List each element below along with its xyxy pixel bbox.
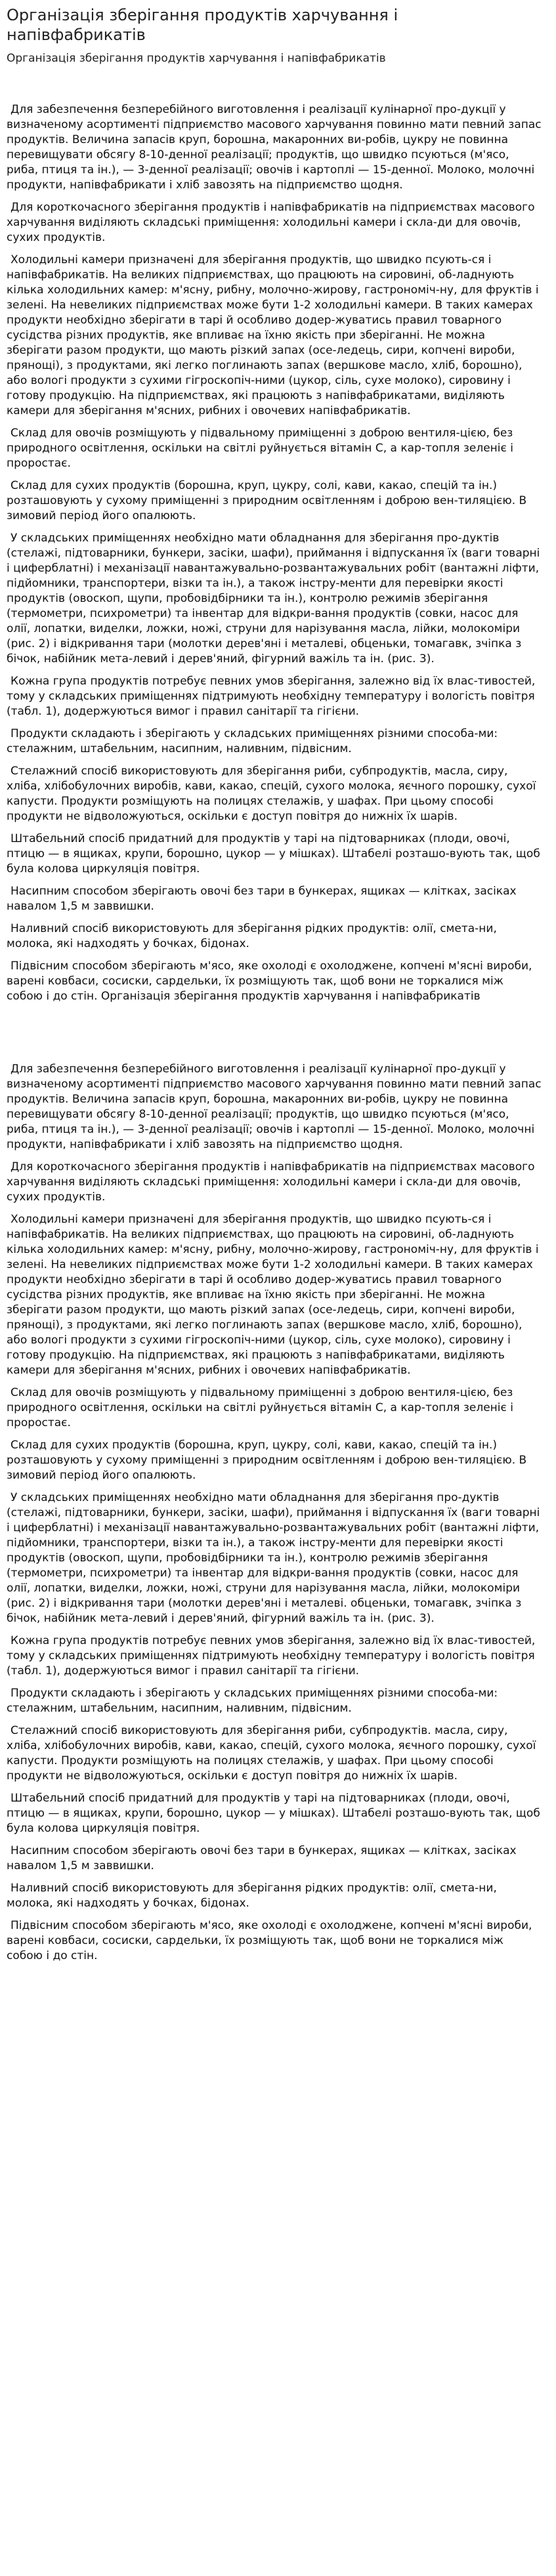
- paragraph: Для забезпечення безперебійного виготовлення і реалізації кулінарної про-дукції у визначеному асортименті підприємство масового харчування повинно мати певний запас продуктів. Величина запасів круп, борошна, макаронних ви-робів, цукру не повинна перевищувати обсягу 8-10-денної реалізації; продуктів, що швидко псуються (м'ясо, риба, птиця та ін.), — 3-денної реалізації; овочів і картоплі — 15-денної. Молоко, молочні продукти, напівфабрикати і хліб завозять на підприємство щодня.: [7, 103, 542, 192]
- paragraph: Холодильні камери призначені для зберігання продуктів, що швидко псують-ся і напівфабрикатів. На великих підприємствах, що працюють на сировині, об-ладнують кілька холодильних камер: м'ясну, рибну, молочно-жирову, гастрономіч-ну, для фруктів і зелені. На невеликих підприємствах може бути 1-2 холодильні камери. В таких камерах продукти необхідно зберігати в тарі й особливо додер-жуватись правил товарного сусідства різних продуктів, яке впливає на їхню якість при зберіганні. Не можна зберігати разом продукти, що мають різкий запах (осе-ледець, сири, копчені вироби, прянощі), з продуктами, які легко поглинають запах (вершкове масло, хліб, борошно), або вологі продукти з сухими гігроскопіч-ними (цукор, сіль, сухе молоко), сировину і готову продукцію. На підприємствах, які працюють з напівфабрикатами, виділяють камери для зберігання м'ясних, рибних і овочевих напівфабрикатів.: [7, 1213, 539, 1377]
- paragraph: Наливний спосіб використовують для зберігання рідких продуктів: олії, смета-ни, молока, які надходять у бочках, бідонах.: [7, 922, 497, 950]
- paragraph: Для забезпечення безперебійного виготовлення і реалізації кулінарної про-дукції у визначеному асортименті підприємство масового харчування повинно мати певний запас продуктів. Величина запасів круп, борошна, макаронних ви-робів, цукру не повинна перевищувати обсягу 8-10-денної реалізації; продуктів, що швидко псуються (м'ясо, риба, птиця та ін.), — 3-денної реалізації; овочів і картоплі — 15-денної. Молоко, молочні продукти, напівфабрикати і хліб завозять на підприємство щодня.: [7, 1063, 542, 1151]
- paragraph: Склад для сухих продуктів (борошна, круп, цукру, солі, кави, какао, спецій та ін.) розташовують у сухому приміщенні з природним освітленням і доброю вен-тиляцією. В зимовий період його опалюють.: [7, 479, 527, 522]
- paragraph: Стелажний спосіб використовують для зберігання риби, субпродуктів. масла, сиру, хліба, хлібобулочних виробів, кави, какао, спецій, сухого молока, яєчного порошку, сухої капусти. Продукти розміщують на полицях стелажів, у шафах. При цьому способі продукти не відволожуються, оскільки є доступ повітря до нижніх їх шарів.: [7, 1724, 536, 1783]
- article-text: [7, 1004, 542, 1964]
- paragraph: Для короткочасного зберігання продуктів і напівфабрикатів на підприємствах масового харчування виділяють складські приміщення: холодильні камери і скла-ди для овочів, сухих продуктів.: [7, 1160, 535, 1204]
- paragraph: Насипним способом зберігають овочі без тари в бункерах, ящиках — клітках, засіках навалом 1,5 м заввишки.: [7, 885, 517, 913]
- article-text: [7, 66, 542, 1004]
- paragraph: Наливний спосіб використовують для зберігання рідких продуктів: олії, смета-ни, молока, які надходять у бочках, бідонах.: [7, 1882, 497, 1910]
- paragraph: Підвісним способом зберігають м'ясо, яке охолоді є охолоджене, копчені м'ясні вироби, варені ковбаси, сосиски, сардельки, їх розміщують так, щоб вони не торкалися між собою і до стін. Організація зберігання продуктів харчування і напівфабрикатів: [7, 960, 532, 1003]
- paragraph: Холодильні камери призначені для зберігання продуктів, що швидко псують-ся і напівфабрикатів. На великих підприємствах, що працюють на сировині, об-ладнують кілька холодильних камер: м'ясну, рибну, молочно-жирову, гастрономіч-ну, для фруктів і зелені. На невеликих підприємствах може бути 1-2 холодильні камери. В таких камерах продукти необхідно зберігати в тарі й особливо додер-жуватись правил товарного сусідства різних продуктів, яке впливає на їхню якість при зберіганні. Не можна зберігати разом продукти, що мають різкий запах (осе-ледець, сири, копчені вироби, прянощі), з продуктами, які легко поглинають запах (вершкове масло, хліб, борошно), або вологі продукти з сухими гігроскопіч-ними (цукор, сіль, сухе молоко), сировину і готову продукцію. На підприємствах, які працюють з напівфабрикатами, виділяють камери для зберігання м'ясних, рибних і овочевих напівфабрикатів.: [7, 253, 539, 417]
- paragraph: Стелажний спосіб використовують для зберігання риби, субпродуктів, масла, сиру, хліба, хлібобулочних виробів, кави, какао, спецій, сухого молока, яєчного порошку, сухої капусти. Продукти розміщують на полицях стелажів, у шафах. При цьому способі продукти не відволожуються, оскільки є доступ повітря до нижніх їх шарів.: [7, 765, 536, 823]
- paragraph: Склад для овочів розміщують у підвальному приміщенні з доброю вентиля-цією, без природного освітлення, оскільки на світлі руйнується вітамін С, а кар-топля зеленіє і проростає.: [7, 427, 513, 470]
- paragraph: Штабельний спосіб придатний для продуктів у тарі на підтоварниках (плоди, овочі, птицю — в ящиках, крупи, борошно, цукор — у мішках). Штабелі розташо-вують так, щоб була колова циркуляція повітря.: [7, 1792, 540, 1835]
- page-subtitle: Організація зберігання продуктів харчування і напівфабрикатів: [7, 52, 386, 65]
- paragraph: Кожна група продуктів потребує певних умов зберігання, залежно від їх влас-тивостей, тому у складських приміщеннях підтримують необхідну температуру і вологість повітря (табл. 1), додержуються вимог і правил санітарії та гігієни.: [7, 675, 536, 718]
- paragraph: Склад для овочів розміщують у підвальному приміщенні з доброю вентиля-цією, без природного освітлення, оскільки на світлі руйнується вітамін С, а кар-топля зеленіє і проростає.: [7, 1386, 513, 1429]
- paragraph: Підвісним способом зберігають м'ясо, яке охолоді є охолоджене, копчені м'ясні вироби, варені ковбаси, сосиски, сардельки, їх розміщують так, щоб вони не торкалися між собою і до стін.: [7, 1919, 532, 1962]
- paragraph: Продукти складають і зберігають у складських приміщеннях різними способа-ми: стелажним, штабельним, насипним, наливним, підвісним.: [7, 1687, 498, 1715]
- paragraph: Для короткочасного зберігання продуктів і напівфабрикатів на підприємствах масового харчування виділяють складські приміщення: холодильні камери і скла-ди для овочів, сухих продуктів.: [7, 201, 535, 244]
- paragraph: У складських приміщеннях необхідно мати обладнання для зберігання про-дуктів (стелажі, підтоварники, бункери, засіки, шафи), приймання і відпускання їх (ваги товарні і циферблатні) і механізації навантажувально-розвантажувальних робіт (вантажні ліфти, підйомники, транспортери, візки та ін.), а також інстру-менти для перевірки якості продуктів (овоскоп, щупи, пробовідбірники та ін.), контролю режимів зберігання (термометри, психрометри) та інвентар для відкри-вання продуктів (совки, насос для олії, лопатки, виделки, ложки, ножі, струни для нарізування масла, лійки, молокоміри (рис. 2) і відкривання тари (молотки дерев'яні і металеві, обценьки, томагавк, зчіпка з бічок, набійник мета-левий і дерев'яний, фігурний важіль та ін. (рис. 3).: [7, 532, 540, 665]
- page-title: Організація зберігання продуктів харчування і напівфабрикатів: [7, 6, 398, 44]
- paragraph: У складських приміщеннях необхідно мати обладнання для зберігання про-дуктів (стелажі, підтоварники, бункери, засіки, шафи), приймання і відпускання їх (ваги товарні і циферблатні) і механізації навантажувально-розвантажувальних робіт (вантажні ліфти, підйомники, транспортери, візки та ін.), а також інстру-менти для перевірки якості продуктів (овоскоп, щупи, пробовідбірники та ін.), контролю режимів зберігання (термометри, психрометри) та інвентар для відкри-вання продуктів (совки, насос для олії, лопатки, виделки, ложки, ножі, струни для нарізування масла, лійки, молокоміри (рис. 2) і відкривання тари (молотки дерев'яні і металеві. обценьки, томагавк, зчіпка з бічок, набійник мета-левий і дерев'яний, фігурний важіль та ін. (рис. 3).: [7, 1491, 540, 1625]
- paragraph: Кожна група продуктів потребує певних умов зберігання, залежно від їх влас-тивостей, тому у складських приміщеннях підтримують необхідну температуру і вологість повітря (табл. 1), додержуються вимог і правил санітарії та гігієни.: [7, 1634, 536, 1678]
- paragraph: Склад для сухих продуктів (борошна, круп, цукру, солі, кави, какао, спецій та ін.) розташовують у сухому приміщенні з природним освітленням і доброю вен-тиляцією. В зимовий період його опалюють.: [7, 1439, 527, 1482]
- paragraph: Штабельний спосіб придатний для продуктів у тарі на підтоварниках (плоди, овочі, птицю — в ящиках, крупи, борошно, цукор — у мішках). Штабелі розташо-вують так, щоб була колова циркуляція повітря.: [7, 832, 540, 876]
- paragraph: Продукти складають і зберігають у складських приміщеннях різними способа-ми: стелажним, штабельним, насипним, наливним, підвісним.: [7, 727, 498, 755]
- paragraph: Насипним способом зберігають овочі без тари в бункерах, ящиках — клітках, засіках навалом 1,5 м заввишки.: [7, 1844, 517, 1872]
